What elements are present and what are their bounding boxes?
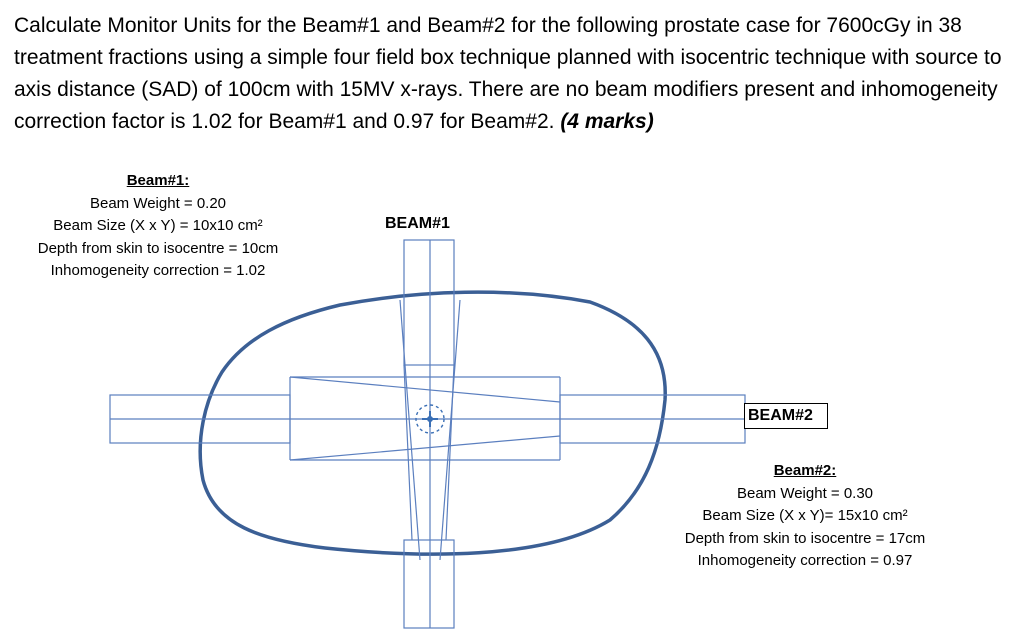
patient-contour (200, 292, 665, 554)
beam1-diagram-label: BEAM#1 (385, 215, 450, 232)
beam2-title: Beam#2: (773, 462, 837, 479)
beam2-inhomogeneity: Inhomogeneity correction = 0.97 (697, 552, 913, 569)
question-body: Calculate Monitor Units for the Beam#1 and Beam#2 for the following prostate case for 7600cGy in 38 treatment fractions using a simple four field box technique planned with isocentric technique with source to axis distance (SAD) of 100cm with 15MV x-rays. There are no beam modifiers present and inhomogeneity correction factor is 1.02 for Beam#1 and 0.97 for Beam#2. (14, 14, 1002, 133)
beam2-size: Beam Size (X x Y)= 15x10 cm² (702, 507, 908, 524)
beam2-info (652, 460, 958, 573)
beam2-diagram-label: BEAM#2 (744, 403, 828, 429)
beam2-weight: Beam Weight = 0.30 (736, 484, 874, 502)
beam1-title: Beam#1: (126, 172, 190, 189)
beam1-inhomogeneity: Inhomogeneity correction = 1.02 (50, 262, 266, 279)
beam2-depth: Depth from skin to isocentre = 17cm (684, 529, 926, 547)
vertical-beams (400, 240, 460, 628)
anterior-beam-field (404, 240, 454, 365)
beam1-depth: Depth from skin to isocentre = 10cm (37, 239, 279, 257)
beam1-size: Beam Size (X x Y) = 10x10 cm² (53, 217, 263, 234)
question-marks: (4 marks) (560, 110, 654, 133)
beam1-weight: Beam Weight = 0.20 (89, 194, 227, 212)
beam1-info (8, 170, 308, 283)
